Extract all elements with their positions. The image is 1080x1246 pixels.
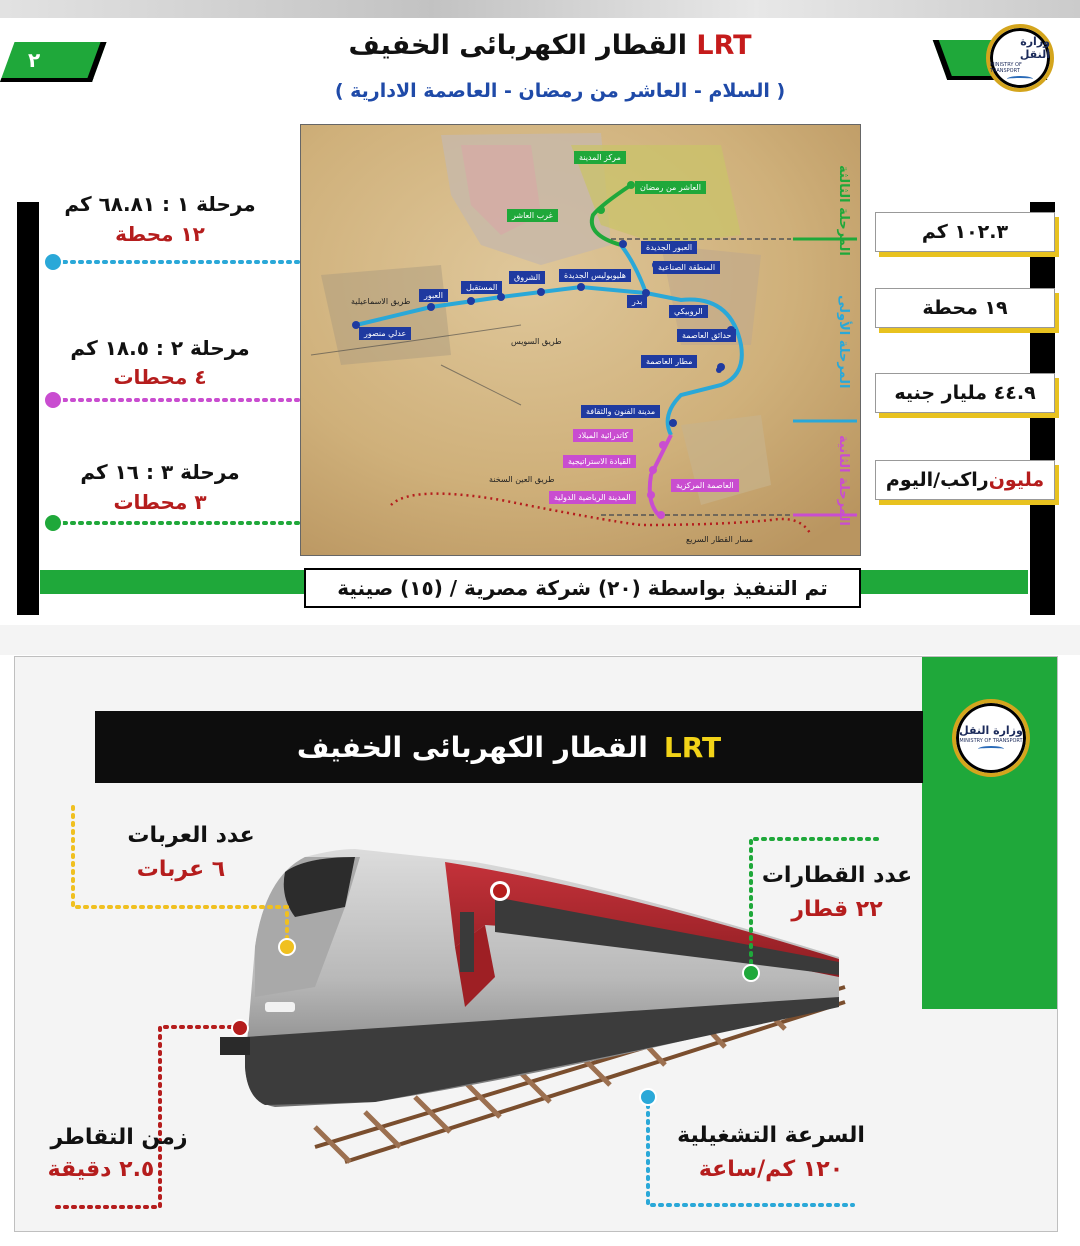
phase-1-stations: ١٢ محطة bbox=[115, 222, 205, 246]
page-title-text: القطار الكهربائى الخفيف bbox=[348, 30, 687, 61]
map-road-label: مسار القطار السريع bbox=[686, 535, 754, 544]
stat-cost bbox=[875, 373, 1055, 413]
map-station-label: المدينة الرياضية الدولية bbox=[549, 491, 636, 504]
map-station-label: غرب العاشر bbox=[507, 209, 558, 222]
specs-title-text: القطار الكهربائى الخفيف bbox=[296, 730, 648, 764]
cars-value: ٦ عربات bbox=[136, 857, 226, 882]
map-station-label: عدلي منصور bbox=[359, 327, 411, 340]
route-subtitle: ( السلام - العاشر من رمضان - العاصمة الادارية ) bbox=[334, 80, 786, 102]
headway-value: ٢.٥ دقيقة bbox=[47, 1157, 155, 1182]
map-station-label: كاتدرائية الميلاد bbox=[573, 429, 633, 442]
specs-title-tag: LRT bbox=[663, 730, 722, 764]
stat-station-count bbox=[875, 288, 1055, 328]
map-station-label: مدينة الفنون والثقافة bbox=[581, 405, 660, 418]
map-station-label: العاشر من رمضان bbox=[635, 181, 706, 194]
ministry-logo-sub: MINISTRY OF TRANSPORT bbox=[990, 61, 1022, 74]
map-road-label: طريق الاسماعيلية bbox=[351, 297, 411, 306]
map-station-label: المستقبل bbox=[461, 281, 502, 294]
lrt-specs-panel bbox=[14, 656, 1058, 1232]
map-station-label: الروبيكي bbox=[669, 305, 708, 318]
headway-label: زمن التقاطر bbox=[50, 1125, 188, 1150]
ministry-logo-sub: MINISTRY OF TRANSPORT bbox=[959, 738, 1023, 744]
map-station-label: الشروق bbox=[509, 271, 545, 284]
page-number: ٢ bbox=[28, 48, 41, 72]
map-station-label: العاصمة المركزية bbox=[671, 479, 739, 492]
map-station-label: العبور الجديدة bbox=[641, 241, 697, 254]
map-phase-label: المرحلة الأولى bbox=[836, 295, 851, 389]
trains-label: عدد القطارات bbox=[761, 863, 913, 888]
stat-total-length bbox=[875, 212, 1055, 252]
page-title-tag: LRT bbox=[696, 30, 752, 61]
ministry-logo-name: وزارة النقل bbox=[1019, 34, 1050, 61]
map-station-label: بدر bbox=[627, 295, 647, 308]
stat-riders bbox=[875, 460, 1055, 500]
stat-riders-highlight: مليون bbox=[988, 469, 1045, 491]
map-station-label: العبور bbox=[419, 289, 448, 302]
stat-total-length-text: ١٠٢.٣ كم bbox=[921, 221, 1009, 243]
stat-riders-text: راكب/اليوم bbox=[885, 469, 989, 491]
ministry-logo-name: وزارة النقل bbox=[959, 724, 1023, 737]
map-road-label: طريق العين السخنة bbox=[489, 475, 555, 484]
phase-3-label: مرحلة ٣ : ١٦ كم bbox=[80, 460, 240, 484]
map-station-label: المنطقة الصناعية bbox=[653, 261, 720, 274]
stat-cost-text: ٤٤.٩ مليار جنيه bbox=[894, 382, 1036, 404]
speed-value: ١٢٠ كم/ساعة bbox=[698, 1157, 844, 1182]
map-station-label: هليوبوليس الجديدة bbox=[559, 269, 631, 282]
map-phase-label: المرحلة الثانية bbox=[836, 435, 851, 526]
phase-2-label: مرحلة ٢ : ١٨.٥ كم bbox=[70, 336, 250, 360]
phase-2-stations: ٤ محطات bbox=[113, 365, 207, 389]
cars-label: عدد العربات bbox=[127, 823, 255, 848]
map-station-label: مركز المدينة bbox=[574, 151, 626, 164]
panel-divider bbox=[0, 625, 1080, 655]
execution-note: تم التنفيذ بواسطة (٢٠) شركة مصرية / (١٥) صينية bbox=[304, 568, 861, 608]
map-station-label: حدائق العاصمة bbox=[677, 329, 736, 342]
speed-label: السرعة التشغيلية bbox=[677, 1123, 865, 1148]
map-station-label: مطار العاصمة bbox=[641, 355, 697, 368]
map-station-label: القيادة الاستراتيجية bbox=[563, 455, 636, 468]
phase-3-stations: ٣ محطات bbox=[113, 490, 207, 514]
stat-station-count-text: ١٩ محطة bbox=[922, 297, 1008, 319]
phase-1-label: مرحلة ١ : ٦٨.٨١ كم bbox=[64, 192, 256, 216]
map-phase-label: المرحلة الثالثة bbox=[836, 165, 851, 256]
trains-value: ٢٢ قطار bbox=[791, 897, 883, 922]
map-road-label: طريق السويس bbox=[511, 337, 562, 346]
